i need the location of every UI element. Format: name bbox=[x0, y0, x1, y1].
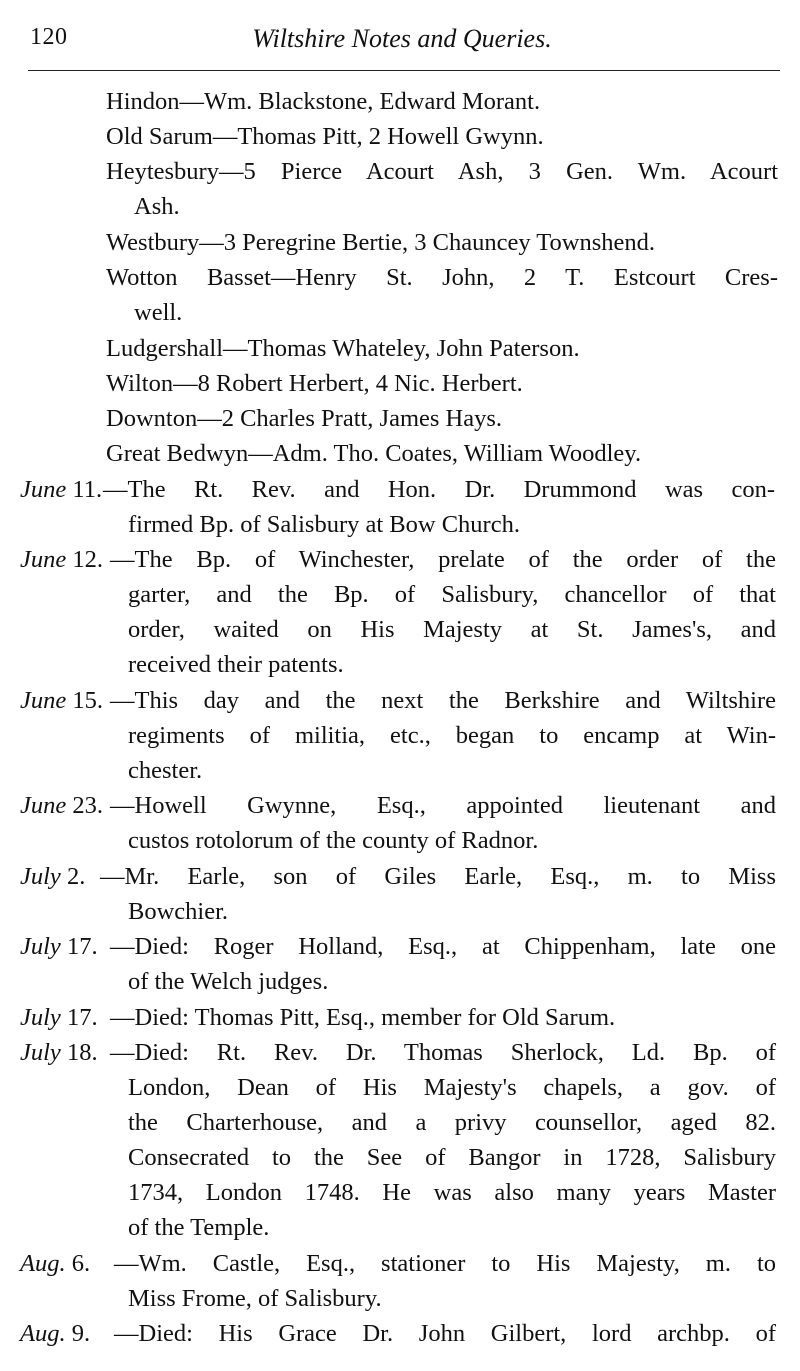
borough-heytesbury-cont: Ash. bbox=[134, 193, 180, 220]
entry-text-cont: Bowchier. bbox=[128, 898, 229, 925]
entry-text: —This day and the next the Berkshire and Wiltshire bbox=[110, 687, 776, 714]
entry-day: 9. bbox=[71, 1320, 91, 1347]
borough-westbury: Westbury—3 Peregrine Bertie, 3 Chauncey Townshend. bbox=[106, 229, 656, 256]
entry-text-cont: London, Dean of His Majesty's chapels, a gov. of bbox=[128, 1074, 776, 1101]
entry-text-cont: of the Temple. bbox=[128, 1214, 270, 1241]
borough-wotton-basset-cont: well. bbox=[134, 299, 183, 326]
entry-text: —Died: His Grace Dr. John Gilbert, lord archbp. of bbox=[114, 1320, 776, 1347]
borough-wotton-basset: Wotton Basset—Henry St. John, 2 T. Estcourt Cres- bbox=[106, 264, 778, 291]
page-header bbox=[24, 18, 780, 58]
entry-month: June bbox=[20, 687, 67, 714]
borough-hindon: Hindon—Wm. Blackstone, Edward Morant. bbox=[106, 88, 541, 115]
entry-month: June bbox=[20, 546, 67, 573]
running-title: Wiltshire Notes and Queries. bbox=[252, 24, 552, 53]
entry-day: 11. bbox=[72, 476, 103, 503]
entry-text-cont: order, waited on His Majesty at St. James's, and bbox=[128, 616, 776, 643]
entry-text-cont: firmed Bp. of Salisbury at Bow Church. bbox=[128, 511, 520, 538]
entry-date bbox=[20, 929, 98, 964]
borough-heytesbury: Heytesbury—5 Pierce Acourt Ash, 3 Gen. Wm. Acourt bbox=[106, 158, 778, 185]
entry-text: —Howell Gwynne, Esq., appointed lieutenant and bbox=[110, 792, 776, 819]
entry-date bbox=[20, 1035, 98, 1070]
entry-text-cont: garter, and the Bp. of Salisbury, chancellor of that bbox=[128, 581, 776, 608]
entry-text-cont: Miss Frome, of Salisbury. bbox=[128, 1285, 382, 1312]
entry-text-cont: received their patents. bbox=[128, 651, 344, 678]
entry-date bbox=[20, 1246, 90, 1281]
header-rule bbox=[28, 70, 780, 71]
entry-month: Aug. bbox=[20, 1320, 66, 1347]
entry-text: —Wm. Castle, Esq., stationer to His Majesty, m. to bbox=[114, 1250, 776, 1277]
borough-wilton: Wilton—8 Robert Herbert, 4 Nic. Herbert. bbox=[106, 370, 523, 397]
entry-text: —The Rt. Rev. and Hon. Dr. Drummond was con- bbox=[103, 476, 775, 503]
borough-old-sarum: Old Sarum—Thomas Pitt, 2 Howell Gwynn. bbox=[106, 123, 544, 150]
entry-date bbox=[20, 1000, 98, 1035]
entry-month: July bbox=[20, 863, 61, 890]
entry-day: 18. bbox=[66, 1039, 98, 1066]
entry-date bbox=[20, 788, 103, 823]
entry-month: June bbox=[20, 476, 67, 503]
entry-day: 12. bbox=[72, 546, 103, 573]
entry-text: —Mr. Earle, son of Giles Earle, Esq., m. to Miss bbox=[100, 863, 776, 890]
entry-day: 17. bbox=[66, 933, 98, 960]
entry-day: 23. bbox=[72, 792, 103, 819]
entry-month: July bbox=[20, 1004, 61, 1031]
entry-month: July bbox=[20, 933, 61, 960]
entry-text-cont: the Charterhouse, and a privy counsellor, aged 82. bbox=[128, 1109, 776, 1136]
borough-downton: Downton—2 Charles Pratt, James Hays. bbox=[106, 405, 503, 432]
entry-day: 6. bbox=[71, 1250, 91, 1277]
entry-text: —The Bp. of Winchester, prelate of the order of the bbox=[110, 546, 776, 573]
borough-ludgershall: Ludgershall—Thomas Whateley, John Paterson. bbox=[106, 335, 580, 362]
entry-day: 15. bbox=[72, 687, 103, 714]
entry-month: June bbox=[20, 792, 67, 819]
entry-text-cont: regiments of militia, etc., began to encamp at Win- bbox=[128, 722, 776, 749]
entry-text-cont: custos rotolorum of the county of Radnor. bbox=[128, 827, 539, 854]
entry-month: July bbox=[20, 1039, 61, 1066]
entry-text-cont: Consecrated to the See of Bangor in 1728, Salisbury bbox=[128, 1144, 776, 1171]
entry-text: —Died: Roger Holland, Esq., at Chippenham, late one bbox=[110, 933, 776, 960]
entry-day: 2. bbox=[66, 863, 86, 890]
entry-text: —Died: Rt. Rev. Dr. Thomas Sherlock, Ld. Bp. of bbox=[110, 1039, 776, 1066]
entry-date bbox=[20, 859, 85, 894]
entry-text-cont: chester. bbox=[128, 757, 203, 784]
borough-great-bedwyn: Great Bedwyn—Adm. Tho. Coates, William Woodley. bbox=[106, 440, 642, 467]
page-number: 120 bbox=[30, 24, 68, 50]
entry-text: —Died: Thomas Pitt, Esq., member for Old Sarum. bbox=[110, 1004, 616, 1031]
entry-date bbox=[20, 542, 103, 577]
entry-text-cont: of the Welch judges. bbox=[128, 968, 329, 995]
entry-day: 17. bbox=[66, 1004, 98, 1031]
entry-date bbox=[20, 1316, 90, 1351]
entry-date bbox=[20, 472, 102, 507]
entry-date bbox=[20, 683, 103, 718]
entry-month: Aug. bbox=[20, 1250, 66, 1277]
entry-text-cont: 1734, London 1748. He was also many years Master bbox=[128, 1179, 776, 1206]
